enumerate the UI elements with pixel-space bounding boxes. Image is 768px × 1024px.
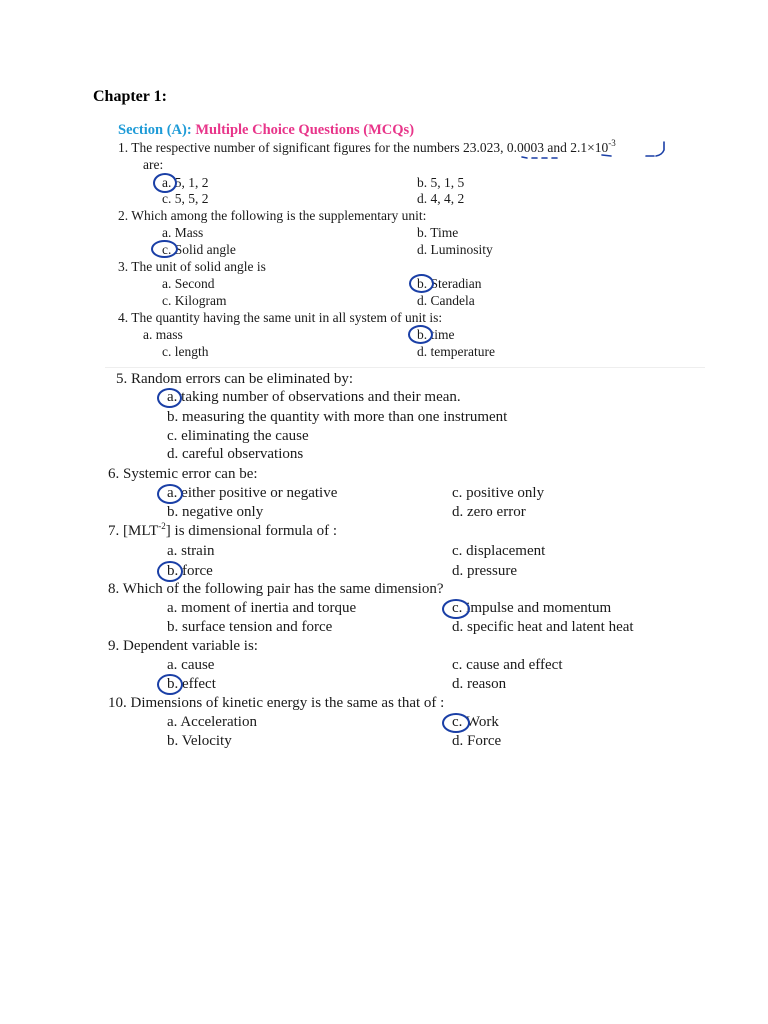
q5-stem: 5. Random errors can be eliminated by: [116, 371, 354, 387]
q10-option-a: a. Acceleration [167, 714, 257, 730]
q8-option-c: c. impulse and momentum [452, 600, 612, 616]
q1-stem-cont: are: [143, 157, 164, 172]
q7-stem: 7. $[MLT^{-2}]$ is dimensional formula of : [108, 521, 337, 539]
q5-option-b: b. measuring the quantity with more than one instrument [167, 409, 508, 425]
chapter-heading: Chapter 1: [93, 88, 167, 105]
q1-option-c: c. 5, 5, 2 [162, 191, 209, 206]
q3-option-b: b. Steradian [417, 276, 482, 291]
q5-option-c: c. eliminating the cause [167, 428, 309, 444]
underline-digit-3 [602, 155, 611, 156]
q8-stem: 8. Which of the following pair has the same dimension? [108, 581, 444, 597]
q6-option-d: d. zero error [452, 504, 526, 520]
q10-option-b: b. Velocity [167, 733, 232, 749]
q1-option-d: d. 4, 4, 2 [417, 191, 465, 206]
underline-23-023 [522, 157, 557, 158]
q2-option-b: b. Time [417, 225, 459, 240]
q3-option-a: a. Second [162, 276, 215, 291]
section-title: Multiple Choice Questions (MCQs) [195, 122, 415, 138]
q3-option-c: c. Kilogram [162, 293, 227, 308]
answer-circle-q8 [442, 599, 470, 619]
q9-option-b: b. effect [167, 676, 216, 692]
q9-option-c: c. cause and effect [452, 657, 563, 673]
q6-stem: 6. Systemic error can be: [108, 466, 258, 482]
q2-option-d: d. Luminosity [417, 242, 493, 257]
q5-option-a: a. taking number of observations and their mean. [167, 389, 461, 405]
q7-option-d: d. pressure [452, 563, 517, 579]
answer-circle-q5 [157, 388, 182, 408]
q8-option-b: b. surface tension and force [167, 619, 333, 635]
answer-circle-q2 [151, 240, 178, 258]
q2-option-a: a. Mass [162, 225, 204, 240]
underline-2-1 [646, 142, 664, 156]
q7-option-a: a. strain [167, 543, 215, 559]
q2-option-c: c. Solid angle [162, 242, 236, 257]
q6-option-c: c. positive only [452, 485, 545, 501]
q1-number-1: 23.023 [463, 140, 501, 155]
q9-option-a: a. cause [167, 657, 215, 673]
section-divider [105, 367, 705, 368]
q6-option-a: a. either positive or negative [167, 485, 338, 501]
answer-circle-q3 [409, 274, 434, 293]
q4-stem: 4. The quantity having the same unit in all system of unit is: [118, 310, 443, 325]
q1-option-a: a. 5, 1, 2 [162, 175, 209, 190]
q7-option-b: b. force [167, 563, 213, 579]
q1-stem: 1. The respective number of significant figures for the numbers 23.023, 0.0003 and $2.1\times 10^{-3}$ [118, 138, 616, 155]
q4-option-a: a. mass [143, 327, 183, 342]
q3-stem: 3. The unit of solid angle is [118, 259, 266, 274]
answer-circle-q7 [157, 561, 183, 582]
q1-number-2-digit: 3 [537, 140, 545, 155]
q5-option-d: d. careful observations [167, 446, 304, 462]
q4-option-d: d. temperature [417, 344, 495, 359]
q4-option-b: b. time [417, 327, 455, 342]
q4-option-c: c. length [162, 344, 209, 359]
q9-option-d: d. reason [452, 676, 507, 692]
q7-option-c: c. displacement [452, 543, 546, 559]
q10-stem: 10. Dimensions of kinetic energy is the same as that of : [108, 695, 445, 711]
q8-option-d: d. specific heat and latent heat [452, 619, 634, 635]
answer-circle-q6 [157, 484, 183, 504]
q9-stem: 9. Dependent variable is: [108, 638, 258, 654]
q10-option-d: d. Force [452, 733, 502, 749]
q8-option-a: a. moment of inertia and torque [167, 600, 357, 616]
q1-handwritten-underlines [0, 0, 768, 180]
answer-circle-q4 [408, 325, 433, 344]
q2-stem: 2. Which among the following is the supplementary unit: [118, 208, 427, 223]
q1-number-3: 2.1 [570, 140, 588, 155]
q3-option-d: d. Candela [417, 293, 475, 308]
q6-option-b: b. negative only [167, 504, 264, 520]
q1-option-b: b. 5, 1, 5 [417, 175, 465, 190]
section-label: Section (A): [118, 122, 192, 138]
q10-option-c: c. Work [452, 714, 499, 730]
answer-circle-q10 [442, 713, 470, 733]
answer-circle-q9 [157, 674, 183, 695]
